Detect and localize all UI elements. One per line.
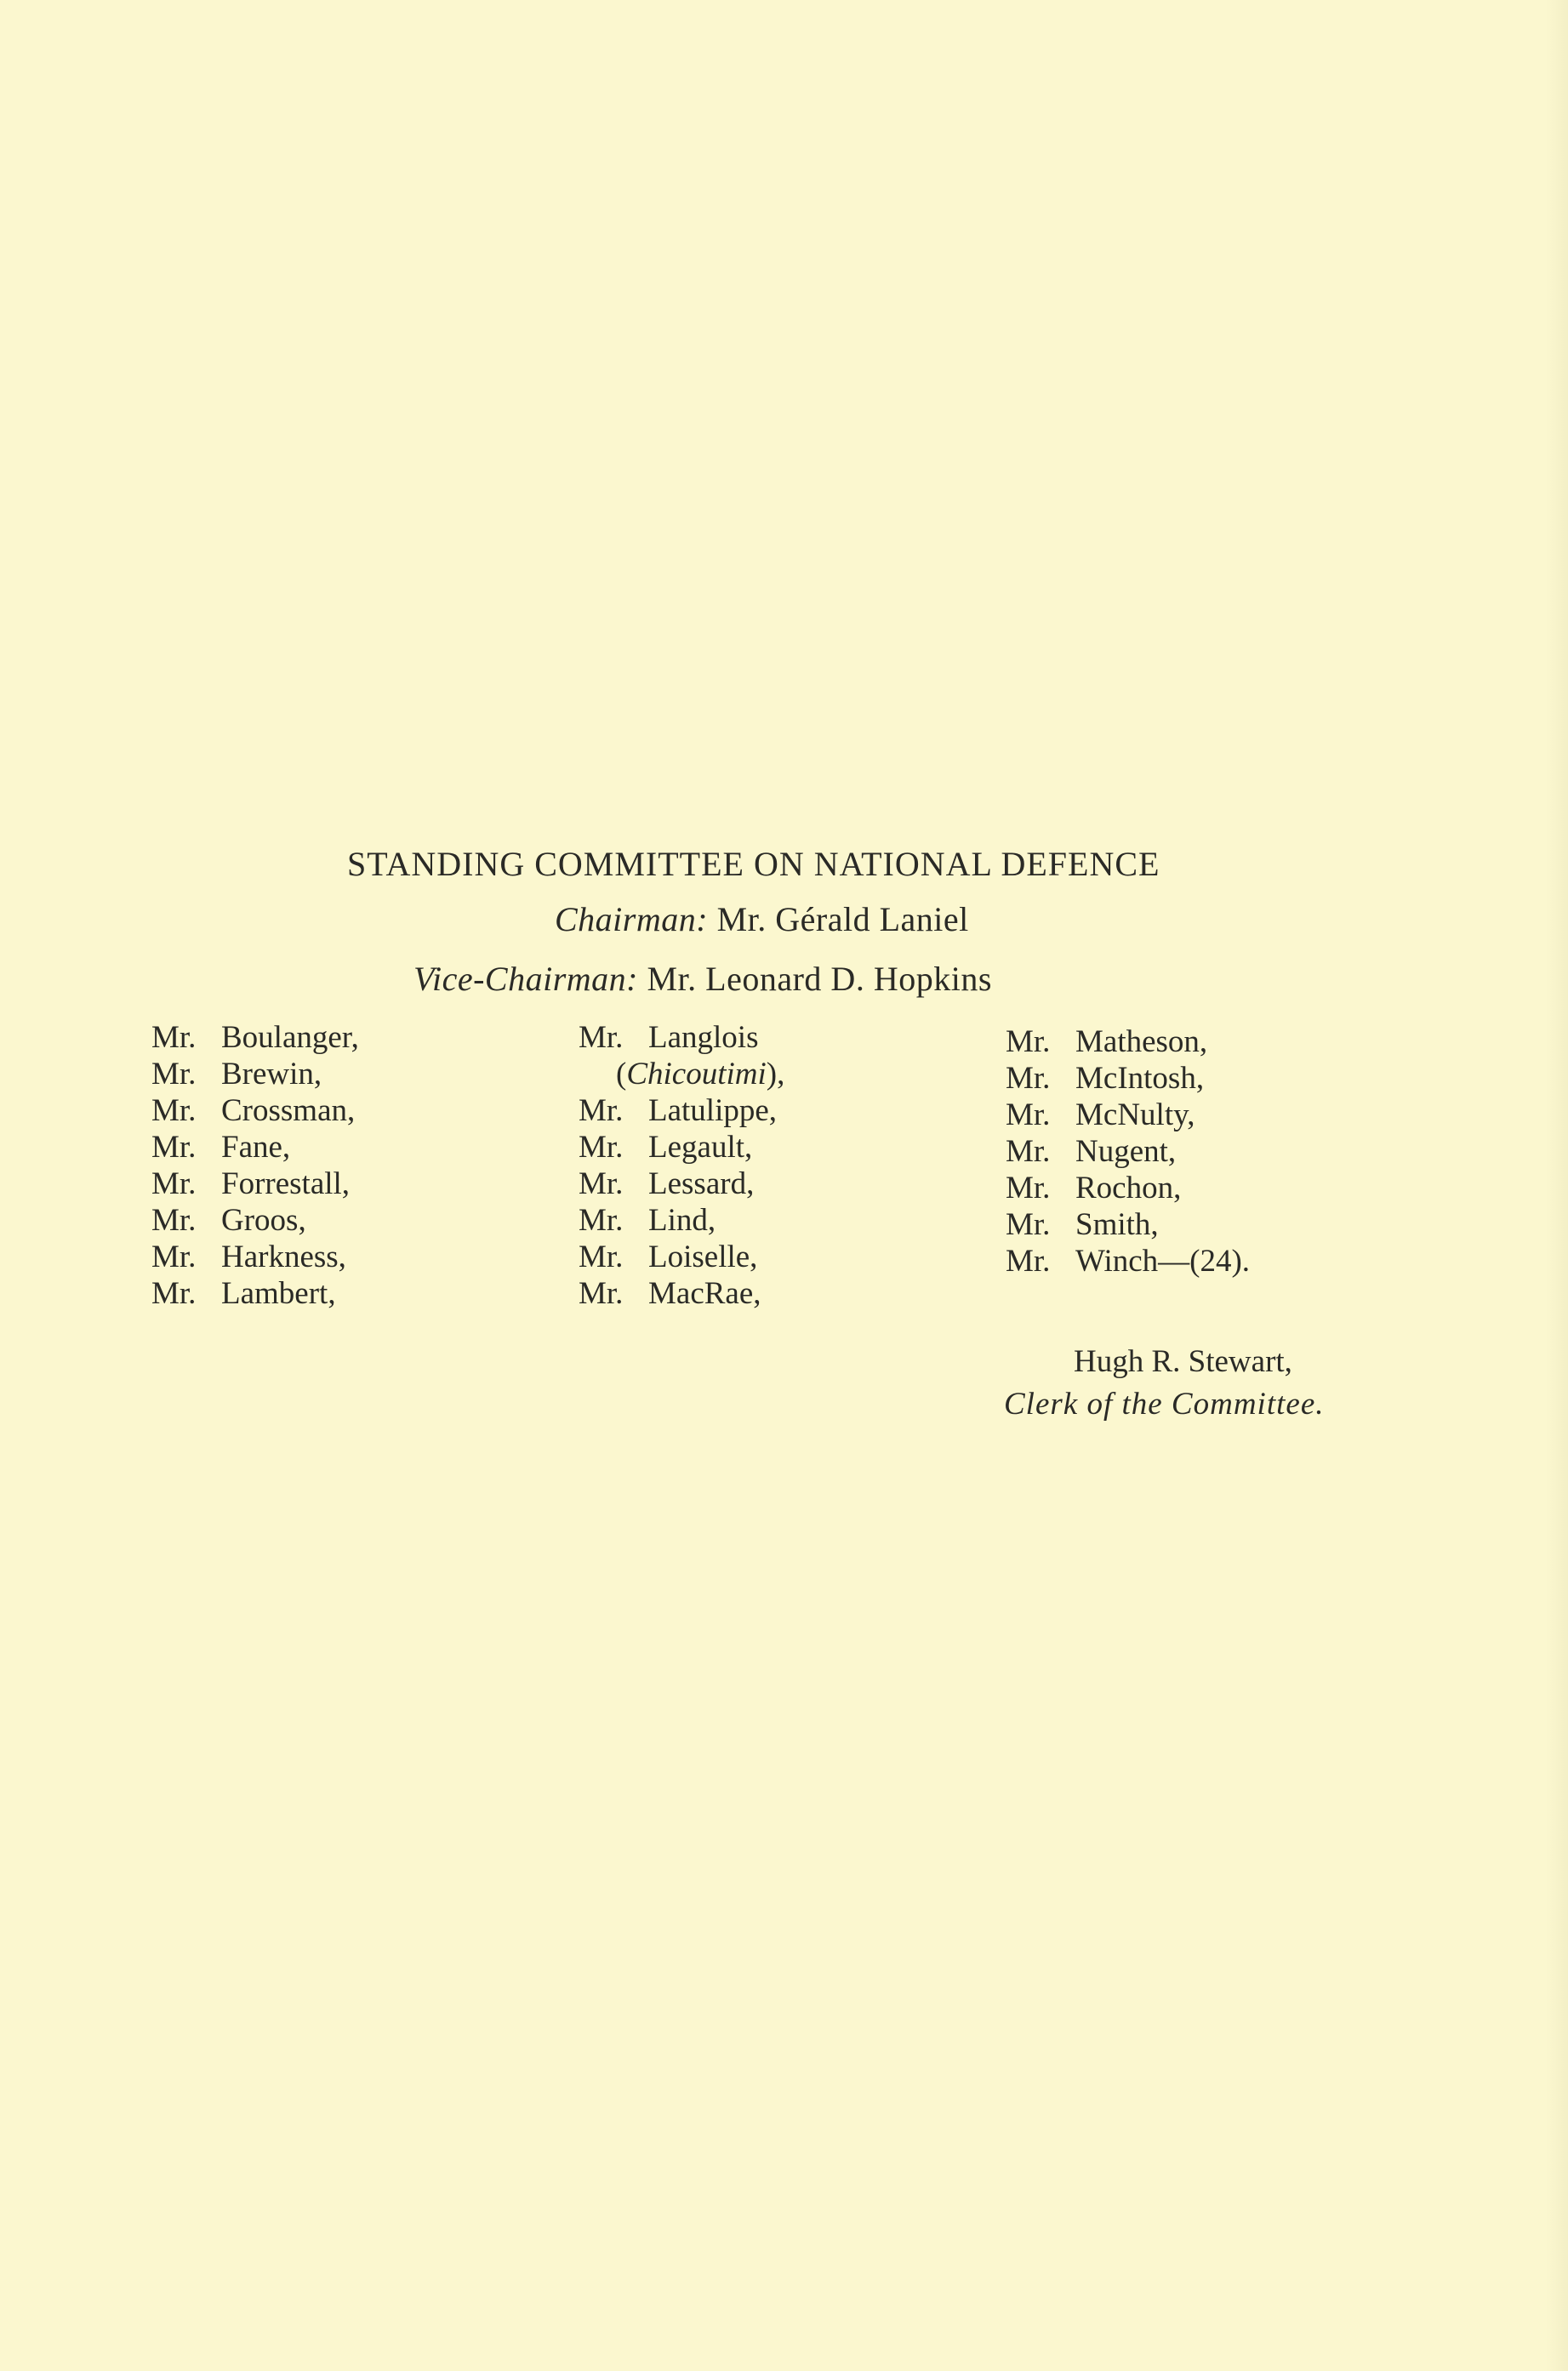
member-entry <box>151 1275 359 1312</box>
member-prefix: Mr. <box>579 1240 624 1274</box>
member-entry <box>1006 1243 1250 1280</box>
clerk-title: Clerk of the Committee. <box>1004 1387 1325 1422</box>
clerk-name: Hugh R. Stewart, <box>1074 1344 1292 1379</box>
member-prefix: Mr. <box>151 1203 197 1238</box>
member-entry <box>579 1129 784 1166</box>
member-name: Groos, <box>221 1203 306 1238</box>
member-prefix: Mr. <box>579 1276 624 1311</box>
member-entry <box>151 1092 359 1129</box>
member-prefix: Mr. <box>579 1130 624 1165</box>
member-name: McIntosh, <box>1075 1061 1205 1096</box>
vice-chairman-name: Mr. Leonard D. Hopkins <box>647 960 992 998</box>
member-name: Fane, <box>221 1130 291 1165</box>
member-prefix: Mr. <box>1006 1061 1051 1096</box>
members-column-2 <box>579 1019 784 1312</box>
member-name: Lessard, <box>648 1166 755 1201</box>
member-prefix: Mr. <box>1006 1097 1051 1132</box>
member-prefix: Mr. <box>1006 1134 1051 1169</box>
member-prefix: Mr. <box>1006 1024 1051 1059</box>
member-entry <box>579 1275 784 1312</box>
member-prefix: Mr. <box>579 1093 624 1128</box>
member-name: Brewin, <box>221 1057 322 1091</box>
member-entry <box>579 1202 784 1239</box>
vice-chairman-label: Vice-Chairman: <box>413 960 638 998</box>
member-prefix: Mr. <box>151 1057 197 1091</box>
member-name: Forrestall, <box>221 1166 351 1201</box>
member-entry <box>1006 1023 1250 1060</box>
member-prefix: Mr. <box>151 1130 197 1165</box>
signature-block <box>1004 1341 1325 1426</box>
member-entry <box>579 1166 784 1202</box>
member-name: Harkness, <box>221 1240 346 1274</box>
member-name: Legault, <box>648 1130 753 1165</box>
member-prefix: Mr. <box>579 1020 624 1055</box>
member-name: Loiselle, <box>648 1240 758 1274</box>
member-prefix: Mr. <box>151 1020 197 1055</box>
members-column-3 <box>1006 1023 1250 1280</box>
member-prefix: Mr. <box>1006 1171 1051 1205</box>
member-entry <box>579 1019 784 1056</box>
member-name: Nugent, <box>1075 1134 1177 1169</box>
member-name: Winch—(24). <box>1075 1244 1251 1279</box>
chairman-line <box>555 899 969 939</box>
member-prefix: Mr. <box>151 1276 197 1311</box>
member-name: Boulanger, <box>221 1020 359 1055</box>
member-prefix: Mr. <box>151 1166 197 1201</box>
chairman-name: Mr. Gérald Laniel <box>716 900 969 938</box>
member-name: Lind, <box>648 1203 716 1238</box>
member-entry <box>151 1166 359 1202</box>
member-prefix: Mr. <box>1006 1207 1051 1242</box>
member-entry <box>579 1239 784 1275</box>
member-riding: (Chicoutimi), <box>616 1057 785 1091</box>
member-entry <box>151 1202 359 1239</box>
member-entry <box>151 1056 359 1092</box>
member-entry <box>1006 1170 1250 1206</box>
member-entry <box>151 1239 359 1275</box>
member-entry <box>151 1129 359 1166</box>
committee-title: STANDING COMMITTEE ON NATIONAL DEFENCE <box>347 845 1160 883</box>
member-prefix: Mr. <box>151 1093 197 1128</box>
member-name: Lambert, <box>221 1276 336 1311</box>
member-name: Crossman, <box>221 1093 356 1128</box>
member-name: Matheson, <box>1075 1024 1208 1059</box>
member-entry <box>151 1019 359 1056</box>
member-prefix: Mr. <box>1006 1244 1051 1279</box>
member-name: Smith, <box>1075 1207 1159 1242</box>
riding-close: ), <box>766 1057 785 1091</box>
member-entry <box>1006 1097 1250 1133</box>
member-prefix: Mr. <box>579 1203 624 1238</box>
member-entry <box>1006 1060 1250 1097</box>
member-prefix: Mr. <box>151 1240 197 1274</box>
vice-chairman-line <box>413 959 992 999</box>
member-entry <box>1006 1206 1250 1243</box>
member-name: Rochon, <box>1075 1171 1182 1205</box>
riding-name: Chicoutimi <box>626 1057 767 1091</box>
member-prefix: Mr. <box>579 1166 624 1201</box>
chairman-label: Chairman: <box>555 900 709 938</box>
member-entry <box>579 1092 784 1129</box>
member-name: Latulippe, <box>648 1093 778 1128</box>
member-name: McNulty, <box>1075 1097 1195 1132</box>
member-name: Langlois <box>648 1020 759 1055</box>
member-name: MacRae, <box>648 1276 761 1311</box>
page-edge <box>1546 0 1568 2371</box>
members-column-1 <box>151 1019 359 1312</box>
member-entry <box>1006 1133 1250 1170</box>
